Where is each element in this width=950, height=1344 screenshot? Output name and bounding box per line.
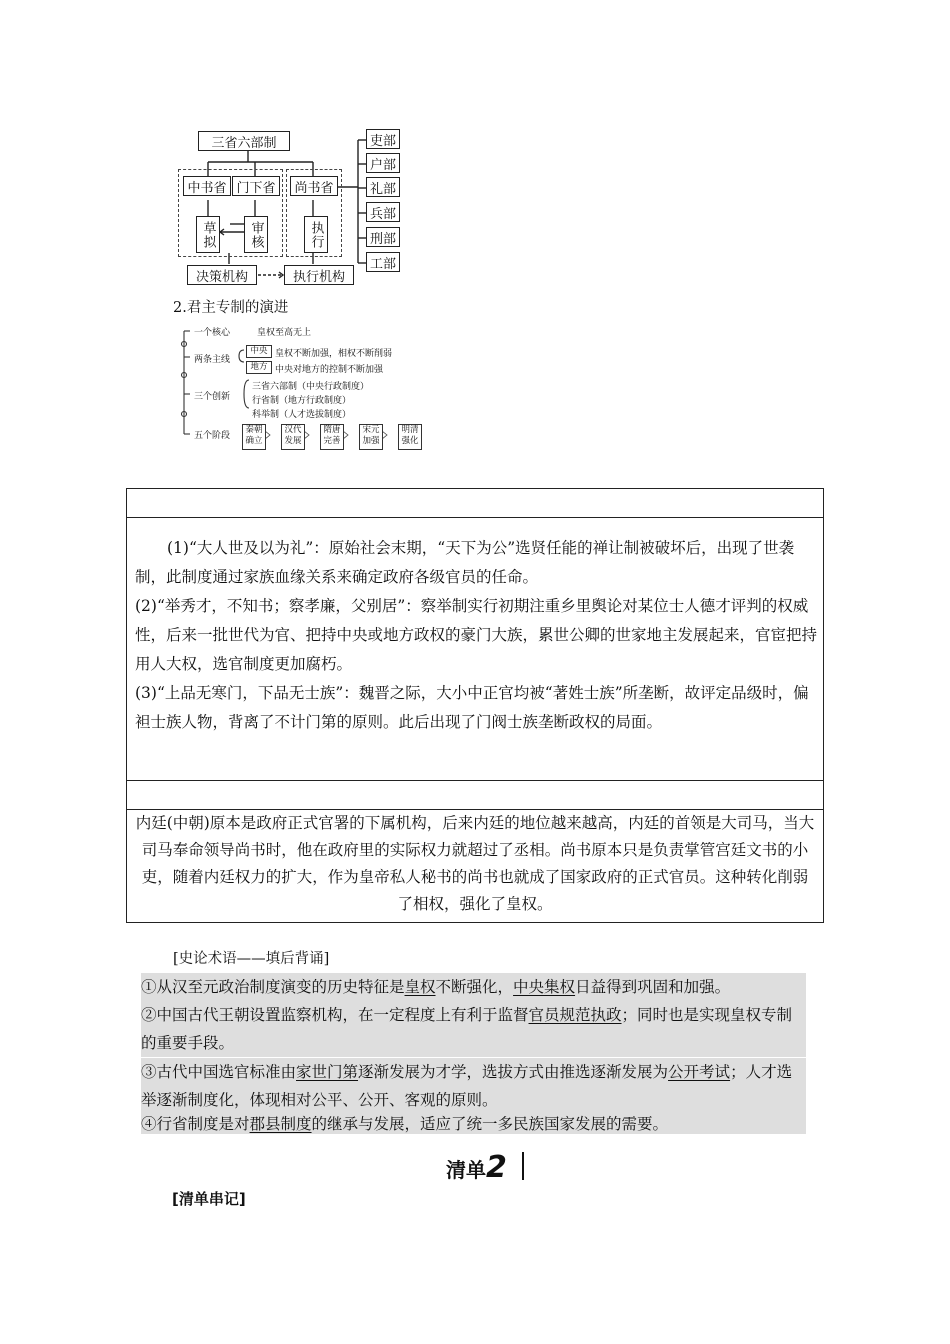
table1-body	[127, 518, 823, 737]
juece-jigou-box: 决策机构	[187, 265, 257, 285]
table-neiting	[126, 781, 824, 923]
sange-chuangxin-label: 三个创新	[194, 392, 231, 402]
shenhe-box: 审核	[244, 216, 268, 253]
bingbu-box: 兵部	[366, 202, 400, 222]
gongbu-box: 工部	[366, 252, 400, 272]
table2-header	[127, 781, 823, 810]
chuangxin-item: 三省六部制（中央行政制度）	[252, 382, 370, 392]
difang-text: 中央对地方的控制不断加强	[275, 365, 384, 375]
list2-number: 2	[486, 1150, 507, 1185]
list2-heading	[446, 1150, 507, 1185]
table2-body: 内廷(中朝)原本是政府正式官署的下属机构，后来内廷的地位越来越高，内廷的首领是大司马，当大司马奉命领导尚书时，他在政府里的实际权力就超过了丞相。尚书原本只是负责掌管宫廷文书的小吏，随着内廷权力的扩大，作为皇帝私人秘书的尚书也就成了国家政府的正式官员。这种转化削弱了相权，强化了皇权。	[135, 814, 815, 913]
yige-hexin-label: 一个核心	[194, 328, 231, 338]
libu2-box: 礼部	[366, 177, 400, 197]
table1-header	[127, 489, 823, 518]
terms-item-1: ①从汉至元政治制度演变的历史特征是皇权不断强化，中央集权日益得到巩固和加强。	[141, 973, 806, 1001]
menxia-box: 门下省	[232, 176, 280, 196]
liangtiao-zhuxian-label: 两条主线	[194, 355, 231, 365]
recite-label: [清单串记]	[172, 1190, 246, 1208]
zhongyang-text: 皇权不断加强，相权不断削弱	[275, 349, 393, 359]
wuge-jieduan-label: 五个阶段	[194, 431, 231, 441]
difang-box: 地方	[246, 361, 272, 374]
libu-box: 吏部	[366, 129, 400, 149]
section2-title: 2.君主专制的演进	[173, 300, 289, 316]
sansheng-liubu-title: 三省六部制	[198, 131, 290, 151]
caoni-box: 草拟	[196, 216, 220, 253]
chuangxin-item: 行省制（地方行政制度）	[252, 396, 352, 406]
stage-box: 秦朝确立	[242, 424, 266, 450]
stage-box: 隋唐完善	[320, 424, 344, 450]
terms-item-3: ③古代中国选官标准由家世门第逐渐发展为才学，选拔方式由推选逐渐发展为公开考试；人才选举逐渐制度化，体现相对公平、公开、客观的原则。	[141, 1058, 806, 1114]
zhixing-jigou-box: 执行机构	[284, 265, 354, 285]
yige-hexin-text: 皇权至高无上	[257, 328, 312, 338]
terms-title: [史论术语——填后背诵]	[173, 951, 330, 967]
table1-p1: (1)“大人世及以为礼”：原始社会末期，“天下为公”选贤任能的禅让制被破坏后，出现了世袭制，此制度通过家族血缘关系来确定政府各级官员的任命。	[135, 539, 795, 586]
stage-box: 明清强化	[398, 424, 422, 450]
hubu-box: 户部	[366, 153, 400, 173]
table1-p2: (2)“举秀才，不知书；察孝廉，父别居”：察举制实行初期注重乡里舆论对某位士人德才评判的权威性，后来一批世代为官、把持中央或地方政权的豪门大族，累世公卿的世家地主发展起来，官宦把持用人大权，选官制度更加腐朽。	[135, 597, 818, 673]
zhongshu-box: 中书省	[183, 176, 231, 196]
zhixing-box: 执行	[304, 216, 328, 253]
table1-p3: (3)“上品无寒门，下品无士族”：魏晋之际，大小中正官均被“著姓士族”所垄断，故评定品级时，偏袒士族人物，背离了不计门第的原则。此后出现了门阀士族垄断政权的局面。	[135, 684, 809, 731]
terms-item-4: ④行省制度是对郡县制度的继承与发展，适应了统一多民族国家发展的需要。	[141, 1114, 806, 1134]
terms-item-2: ②中国古代王朝设置监察机构，在一定程度上有利于监督官员规范执政；同时也是实现皇权专制的重要手段。	[141, 1001, 806, 1057]
table-xuanguan	[126, 488, 824, 781]
stage-box: 汉代发展	[281, 424, 305, 450]
chuangxin-item: 科举制（人才选拔制度）	[252, 410, 352, 420]
list2-title: 清单	[446, 1158, 486, 1182]
list2-divider	[522, 1152, 524, 1180]
shangshu-box: 尚书省	[290, 176, 338, 196]
stage-box: 宋元加强	[359, 424, 383, 450]
zhongyang-box: 中央	[246, 345, 272, 358]
xingbu-box: 刑部	[366, 227, 400, 247]
